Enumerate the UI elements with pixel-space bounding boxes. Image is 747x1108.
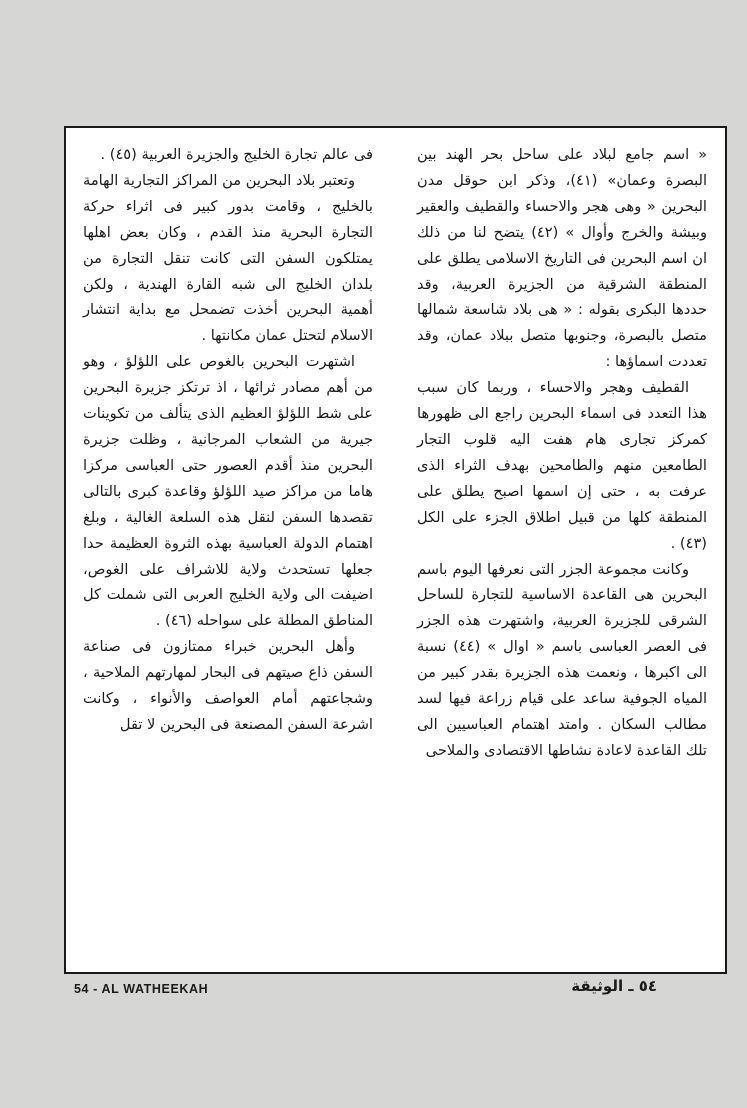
paragraph: اشتهرت البحرين بالغوص على اللؤلؤ ، وهو من أهم مصادر ثرائها ، اذ ترتكز جزيرة البحرين على شط اللؤلؤ العظيم الذى يتألف من تكوينات جيرية من الشعاب المرجانية ، وظلت جزيرة البحرين منذ أقدم العصور حتى العباسى مركزا هاما من مراكز صيد اللؤلؤ وقاعدة كبرى بالتالى تقصدها السفن لنقل هذه السلعة الغالية ، وبلغ اهتمام الدولة العباسية بهذه الثروة العظيمة حدا جعلها تستحدث ولاية للاشراف على الغوص، اضيفت الى ولاية الخليج العربى التى شملت كل المناطق المطلة على سواحله (٤٦) .	[83, 353, 373, 630]
article-column-left	[83, 142, 373, 738]
article-frame	[64, 126, 727, 974]
paragraph: وتعتبر بلاد البحرين من المراكز التجارية الهامة بالخليج ، وقامت بدور كبير فى اثراء حركة التجارة البحرية منذ القدم ، وكان بعض اهلها يمتلكون السفن التى كانت تنقل التجارة من بلدان الخليج الى شبه القارة الهندية ، ولكن أهمية البحرين أخذت تضمحل مع بداية انتشار الاسلام لتحتل عمان مكانتها .	[83, 171, 373, 345]
paragraph: القطيف وهجر والاحساء ، وربما كان سبب هذا التعدد فى اسماء البحرين راجع الى ظهورها كمركز تجارى هام هفت اليه قلوب التجار الطامعين منهم والطامحين بهدف الثراء الذى عرفت به ، حتى إن اسمها اصبح يطلق على المنطقة كلها من قبيل اطلاق الجزء على الكل (٤٣) .	[417, 379, 707, 552]
article-column-right	[417, 142, 707, 764]
page-footer-english: 54 - AL WATHEEKAH	[74, 982, 209, 996]
paragraph: « اسم جامع لبلاد على ساحل بحر الهند بين البصرة وعمان» (٤١)، وذكر ابن حوقل مدن البحرين « وهى هجر والاحساء والقطيف والعقير وبيشة والخرج وأوال » (٤٢) يتضح لنا من ذلك ان اسم البحرين فى التاريخ الاسلامى يطلق على المنطقة الشرقية من الجزيرة العربية، وقد حددها البكرى بقوله : « هى بلاد شاسعة شمالها متصل بالبصرة، وجنوبها متصل ببلاد عمان، وقد تعددت اسماؤها :	[417, 146, 708, 371]
paragraph: فى عالم تجارة الخليج والجزيرة العربية (٤٥) .	[100, 146, 373, 163]
paragraph: وكانت مجموعة الجزر التى نعرفها اليوم باسم البحرين هى القاعدة الاساسية للتجارة للساحل الشرقى للجزيرة العربية، واشتهرت هذه الجزر فى العصر العباسى باسم « اوال » (٤٤) نسبة الى اكبرها ، ونعمت هذه الجزيرة بقدر كبير من المياه الجوفية ساعد على قيام زراعة فيها لسد مطالب السكان . وامتد اهتمام العباسيين الى تلك القاعدة لاعادة نشاطها الاقتصادى والملاحى	[417, 560, 707, 759]
page-footer-arabic: ٥٤ ـ الوثيقة	[571, 977, 657, 995]
paragraph: وأهل البحرين خبراء ممتازون فى صناعة السفن ذاع صيتهم فى البحار لمهارتهم الملاحية ، وشجاعتهم أمام العواصف والأنواء ، وكانت اشرعة السفن المصنعة فى البحرين لا تقل	[83, 638, 373, 733]
